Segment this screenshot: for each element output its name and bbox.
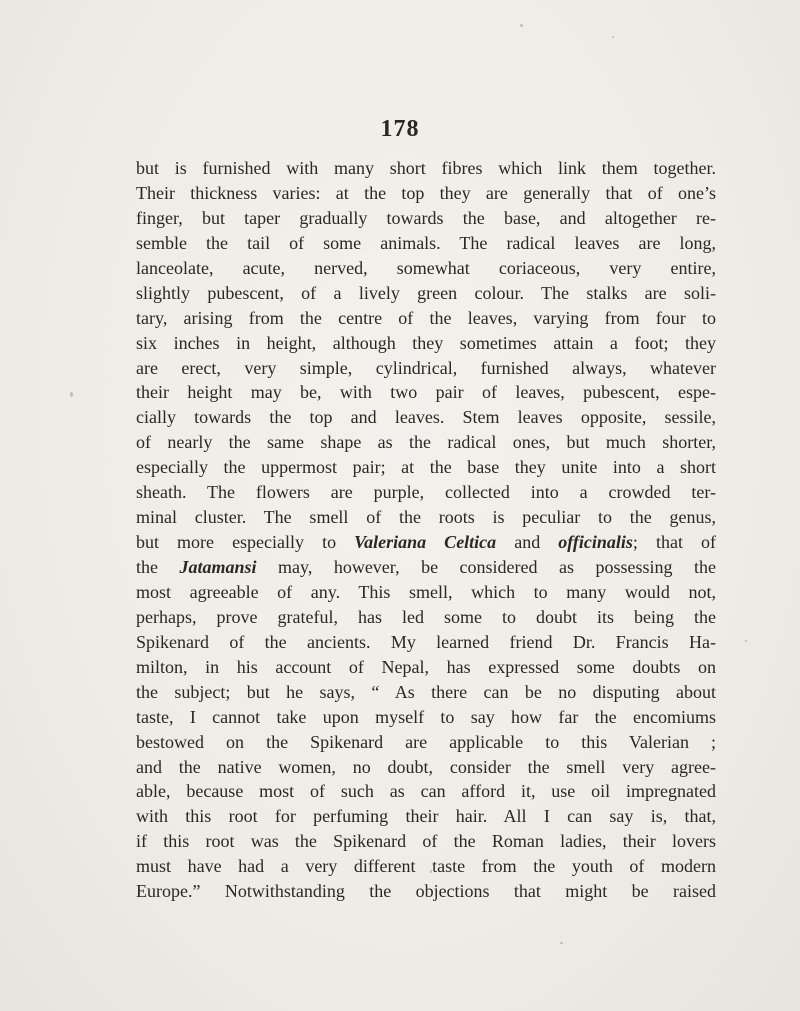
text-segment: milton, in his account of Nepal, has expressed some doubts on xyxy=(136,656,716,677)
text-line xyxy=(136,804,716,829)
italic-term: Jatamansi xyxy=(179,557,257,577)
text-segment: lanceolate, acute, nerved, somewhat coriaceous, very entire, xyxy=(136,257,716,278)
text-segment: must have had a very different taste from the youth of modern xyxy=(136,856,716,877)
text-segment: Spikenard of the ancients. My learned friend Dr. Francis Ha- xyxy=(136,631,716,652)
text-line xyxy=(136,580,716,605)
text-segment: especially the uppermost pair; at the base they unite into a short xyxy=(136,457,716,478)
paper-speck xyxy=(612,36,614,38)
text-line xyxy=(136,755,716,780)
text-line xyxy=(136,480,716,505)
text-line xyxy=(136,256,716,281)
italic-term: officinalis xyxy=(558,532,633,553)
text-segment: the xyxy=(136,557,180,577)
text-segment: sheath. The flowers are purple, collected into a crowded ter- xyxy=(136,482,716,503)
paper-speck xyxy=(430,870,432,873)
text-segment: are erect, very simple, cylindrical, furnished always, whatever xyxy=(136,357,716,378)
text-segment: Their thickness varies: at the top they are generally that of one’s xyxy=(136,182,716,203)
body-text xyxy=(136,156,716,904)
text-segment: the subject; but he says, “ As there can be no disputing about xyxy=(136,681,716,702)
text-line xyxy=(136,705,716,730)
text-line xyxy=(136,306,716,331)
text-segment: but more especially to xyxy=(136,532,355,553)
text-line xyxy=(136,231,716,256)
text-line xyxy=(136,655,716,680)
text-line xyxy=(136,181,716,206)
paper-speck xyxy=(745,640,747,642)
text-line xyxy=(136,505,716,530)
text-line xyxy=(136,281,716,306)
text-line xyxy=(136,879,716,904)
text-line xyxy=(136,630,716,655)
text-line xyxy=(136,530,716,555)
text-segment: able, because most of such as can afford it, use oil impregnated xyxy=(136,781,716,802)
text-segment: and xyxy=(496,532,559,553)
paper-speck xyxy=(560,942,563,944)
text-segment: their height may be, with two pair of leaves, pubescent, espe- xyxy=(136,382,716,403)
text-line xyxy=(136,380,716,405)
text-line xyxy=(136,730,716,755)
text-line xyxy=(136,854,716,879)
text-line xyxy=(136,555,716,580)
text-segment: tary, arising from the centre of the leaves, varying from four to xyxy=(136,307,716,328)
text-segment: with this root for perfuming their hair. All I can say is, that, xyxy=(136,806,716,827)
paper-speck xyxy=(520,24,523,27)
text-segment: if this root was the Spikenard of the Roman ladies, their lovers xyxy=(136,831,716,852)
text-line xyxy=(136,779,716,804)
text-segment: semble the tail of some animals. The radical leaves are long, xyxy=(136,232,716,253)
paper-speck xyxy=(70,392,73,397)
text-segment: finger, but taper gradually towards the base, and altogether re- xyxy=(136,207,716,228)
italic-term: Valeriana Celtica xyxy=(354,532,497,553)
text-line xyxy=(136,206,716,231)
text-line xyxy=(136,331,716,356)
text-line xyxy=(136,356,716,381)
text-segment: minal cluster. The smell of the roots is peculiar to the genus, xyxy=(136,507,716,528)
text-segment: but is furnished with many short fibres which link them together. xyxy=(136,158,716,178)
text-line xyxy=(136,605,716,630)
text-segment: slightly pubescent, of a lively green colour. The stalks are soli- xyxy=(136,282,716,303)
text-line xyxy=(136,430,716,455)
text-segment: most agreeable of any. This smell, which to many would not, xyxy=(136,581,716,602)
text-line xyxy=(136,455,716,480)
text-segment: may, however, be considered as possessing the xyxy=(256,557,716,577)
text-segment: bestowed on the Spikenard are applicable to this Valerian ; xyxy=(136,731,716,752)
text-segment: perhaps, prove grateful, has led some to doubt its being the xyxy=(136,606,716,627)
page-number: 178 xyxy=(380,116,420,142)
text-segment: six inches in height, although they sometimes attain a foot; they xyxy=(136,332,716,353)
text-segment: taste, I cannot take upon myself to say how far the encomiums xyxy=(136,706,716,727)
text-segment: and the native women, no doubt, consider the smell very agree- xyxy=(136,756,716,777)
text-segment: Europe.” Notwithstanding the objections that might be raised xyxy=(136,881,716,902)
text-segment: of nearly the same shape as the radical ones, but much shorter, xyxy=(136,432,716,453)
text-line xyxy=(136,680,716,705)
text-line xyxy=(136,829,716,854)
text-line xyxy=(136,405,716,430)
text-segment: ; that of xyxy=(632,532,716,553)
text-segment: cially towards the top and leaves. Stem leaves opposite, sessile, xyxy=(136,407,716,428)
text-line xyxy=(136,156,716,181)
